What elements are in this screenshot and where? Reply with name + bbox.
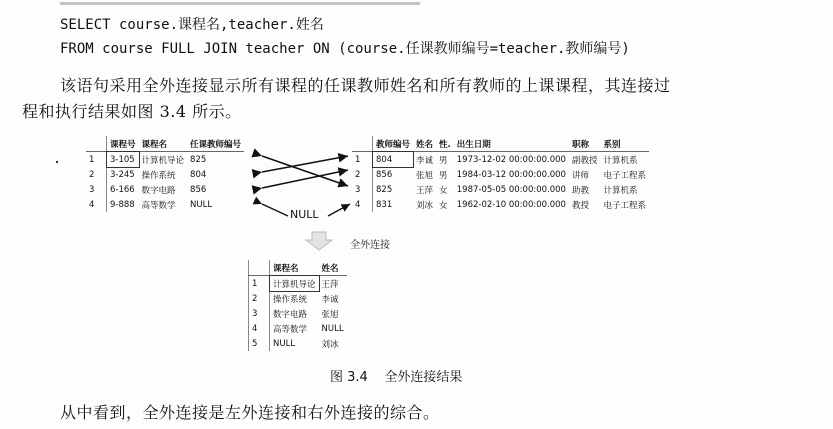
paragraph-1-line-1: 该语句采用全外连接显示所有课程的任课教师姓名和所有教师的上课课程，其连接过 <box>60 76 671 95</box>
table-row: 4 高等数学 NULL <box>249 321 347 336</box>
arrow-856-to-856 <box>262 170 348 188</box>
result-table <box>248 260 347 351</box>
sql-line-2: FROM course FULL JOIN teacher ON (course.任课教师编号=teacher.教师编号) <box>60 41 630 57</box>
table-row: 4 831 刘冰 女 1962-02-10 00:00:00.000 教授 电子工程系 <box>352 197 649 212</box>
table-row: 5 NULL 刘冰 <box>249 336 347 351</box>
arrow-null-right <box>328 204 350 216</box>
table-row: 1 3-105 计算机导论 825 <box>86 152 244 168</box>
col-header: 姓名 <box>413 136 436 152</box>
down-arrow-icon <box>306 232 332 250</box>
table-row: 2 3-245 操作系统 804 <box>86 167 244 182</box>
col-header: 教师编号 <box>373 136 414 152</box>
table-row: 1 804 李诚 男 1973-12-02 00:00:00.000 副教授 计算机系 <box>352 152 649 168</box>
null-label: NULL <box>290 208 319 221</box>
col-header: 出生日期 <box>454 136 569 152</box>
arrow-null-left <box>262 204 288 216</box>
sql-line-1: SELECT course.课程名,teacher.姓名 <box>60 17 324 33</box>
full-join-label: 全外连接 <box>350 240 390 251</box>
col-header: 课程号 <box>107 136 139 152</box>
col-header: 课程名 <box>270 260 319 276</box>
figure-caption: 图 3.4 全外连接结果 <box>330 370 463 385</box>
col-header: 课程名 <box>139 136 188 152</box>
col-header: 任课教师编号 <box>187 136 244 152</box>
paragraph-1-line-2: 程和执行结果如图 3.4 所示。 <box>22 102 242 121</box>
arrow-825-to-825 <box>262 156 348 186</box>
table-row: 3 825 王萍 女 1987-05-05 00:00:00.000 助教 计算机系 <box>352 182 649 197</box>
col-header: 系别 <box>600 136 649 152</box>
teacher-table <box>352 136 649 212</box>
paragraph-2: 从中看到，全外连接是左外连接和右外连接的综合。 <box>60 403 440 422</box>
table-row: 3 数字电路 张旭 <box>249 306 347 321</box>
teacher-table-header <box>352 136 649 152</box>
table-row: 1 计算机导论 王萍 <box>249 276 347 292</box>
table-row: 3 6-166 数字电路 856 <box>86 182 244 197</box>
col-header: 职称 <box>569 136 601 152</box>
col-header: 性. <box>436 136 454 152</box>
table-row: 4 9-888 高等数学 NULL <box>86 197 244 212</box>
table-row: 2 操作系统 李诚 <box>249 291 347 306</box>
result-table-header <box>249 260 347 276</box>
col-header: 姓名 <box>319 260 347 276</box>
table-row: 2 856 张旭 男 1984-03-12 00:00:00.000 讲师 电子工程系 <box>352 167 649 182</box>
arrow-804-to-804 <box>262 156 348 172</box>
